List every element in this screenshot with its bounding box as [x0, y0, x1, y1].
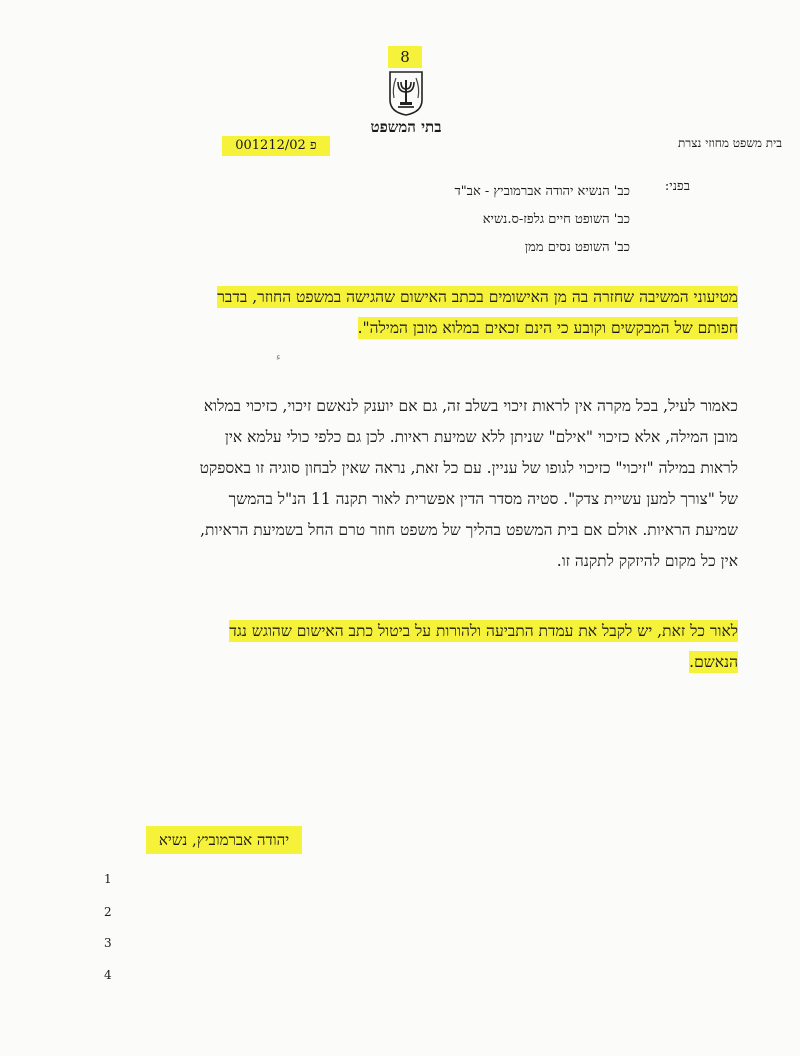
panel-label: בפני:	[664, 179, 690, 194]
page-number: 8	[388, 46, 422, 68]
paragraph-text: מטיעוני המשיבה שחזרה בה מן האישומים בכתב האישום שהגישה במשפט החוזר, בדבר חפותם של המבקשים וקובע כי הינם זכאים במלוא מובן המילה".	[217, 288, 738, 337]
scan-mark: ء	[276, 352, 281, 363]
judges-panel	[454, 178, 630, 262]
line-number: 2	[104, 905, 112, 919]
menorah-emblem-icon	[384, 70, 428, 116]
paragraph-body: כאמור לעיל, בכל מקרה אין לראות זיכוי בשלב זה, גם אם יוענק לנאשם זיכוי, כזיכוי במלוא מובן המילה, אלא כזיכוי "אילם" שניתן ללא שמיעת ראיות. לכן גם כלפי כולי עלמא אין לראות במילה "זיכוי" כזיכוי לגופו של עניין. עם כל זאת, נראה שאין לבחון סוגיה זו באספקט של "צורך למען עשיית צדק". סטיה מסדר הדין אפשרית לאור תקנה 11 הנ"ל בהמשך שמיעת הראיות. אולם אם בית המשפט בהליך של משפט חוזר טרם החל בשמיעת הראיות, אין כל מקום להיזקק לתקנה זו.	[199, 397, 738, 570]
paragraph-highlighted-2	[198, 616, 738, 678]
court-name: בית משפט מחוזי נצרת	[677, 136, 782, 150]
court-title: בתי המשפט	[370, 118, 442, 136]
line-number: 1	[104, 872, 112, 886]
judge-line: כב' השופט חיים גלפז-ס.נשיא	[482, 212, 630, 227]
line-number: 4	[104, 968, 112, 982]
paragraph-highlighted-1	[198, 282, 738, 344]
case-number: פ 001212/02	[222, 136, 330, 156]
signature: יהודה אברמוביץ, נשיא	[146, 826, 302, 854]
judge-line: כב' השופט נסים ממן	[524, 240, 630, 255]
line-number: 3	[104, 936, 112, 950]
judge-line: כב' הנשיא יהודה אברמוביץ - אב"ד	[454, 184, 630, 199]
paragraph-text: לאור כל זאת, יש לקבל את עמדת התביעה ולהורות על ביטול כתב האישום שהוגש נגד הנאשם.	[229, 622, 738, 671]
